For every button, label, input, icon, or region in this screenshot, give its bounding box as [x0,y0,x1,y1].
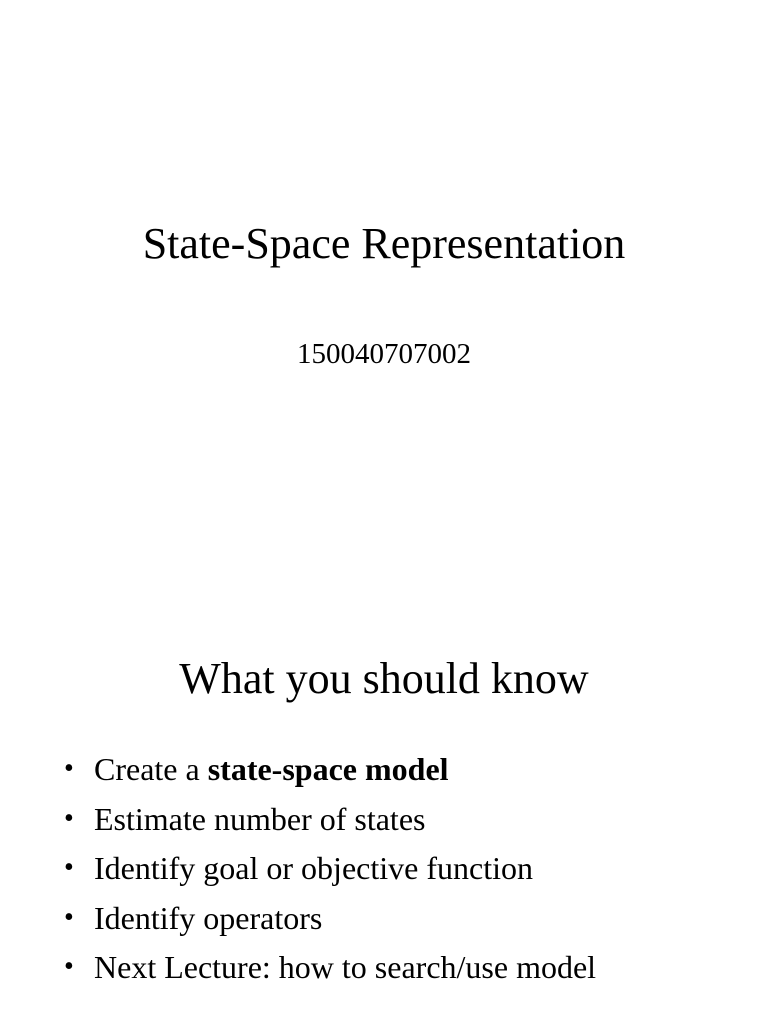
bullet-icon: • [64,802,74,834]
bullet-text: Estimate number of states [94,800,426,837]
bullet-icon: • [64,951,74,982]
bullet-text-regular: Create a [94,751,208,787]
bullet-list [64,746,596,994]
bullet-text [94,751,449,787]
bullet-text: Identify operators [94,899,323,936]
bullet-item [64,895,596,945]
bullet-item [64,746,596,796]
bullet-item [64,944,596,994]
bullet-text: Identify goal or objective function [94,850,533,886]
slide-subtitle-id: 150040707002 [297,338,471,370]
bullet-text: Next Lecture: how to search/use model [94,949,597,985]
bullet-text-bold: state-space model [207,751,449,787]
slide-objectives-heading: What you should know [179,654,589,703]
bullet-icon: • [64,753,74,784]
slide-title-heading: State-Space Representation [142,219,626,268]
bullet-icon: • [64,901,74,933]
bullet-item [64,796,596,846]
bullet-item [64,845,596,895]
bullet-icon: • [64,852,74,883]
slide-objectives [0,512,768,1024]
